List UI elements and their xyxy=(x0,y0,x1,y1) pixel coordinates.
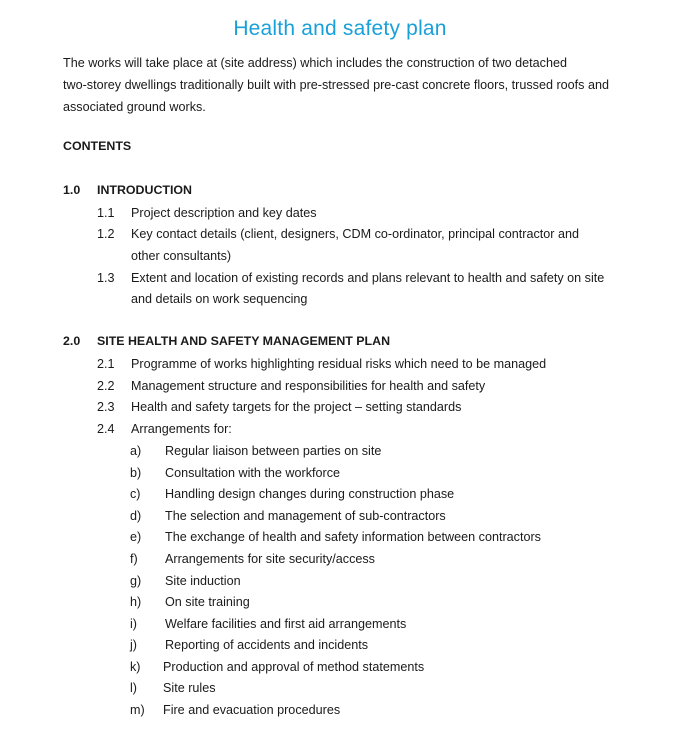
list-item-text: Site rules xyxy=(163,681,216,695)
list-item-letter: m) xyxy=(130,703,145,717)
list-item-text: Reporting of accidents and incidents xyxy=(165,638,369,652)
list-item-text: Handling design changes during construction phase xyxy=(165,487,455,501)
list-item-text: Fire and evacuation procedures xyxy=(163,703,341,717)
intro-paragraph xyxy=(63,52,643,118)
list-item-text: On site training xyxy=(165,595,250,609)
list-item-letter: l) xyxy=(130,681,137,695)
list-item-letter: a) xyxy=(130,444,142,458)
subsection-number: 2.2 xyxy=(97,379,115,393)
section-title: SITE HEALTH AND SAFETY MANAGEMENT PLAN xyxy=(97,334,391,348)
list-item-text: Consultation with the workforce xyxy=(165,466,340,480)
subsection-number: 2.1 xyxy=(97,357,115,371)
list-item-letter: j) xyxy=(130,638,137,652)
subsection-text: Programme of works highlighting residual risks which need to be managed xyxy=(131,357,547,371)
list-item-text: The exchange of health and safety information between contractors xyxy=(165,530,541,544)
subsection-text: other consultants) xyxy=(131,249,232,263)
subsection-text: Extent and location of existing records and plans relevant to health and safety on site xyxy=(131,271,605,285)
intro-line: associated ground works. xyxy=(63,100,206,114)
contents-heading: CONTENTS xyxy=(63,139,132,153)
section-number: 2.0 xyxy=(63,334,81,348)
subsection-text: Key contact details (client, designers, CDM co-ordinator, principal contractor and xyxy=(131,227,579,241)
list-item-letter: f) xyxy=(130,552,138,566)
document-title: Health and safety plan xyxy=(233,17,447,40)
subsection-number: 1.2 xyxy=(97,227,115,241)
list-item-letter: h) xyxy=(130,595,142,609)
list-item-text: Welfare facilities and first aid arrangements xyxy=(165,617,407,631)
list-item-letter: e) xyxy=(130,530,142,544)
list-item-letter: c) xyxy=(130,487,141,501)
subsection-text: Management structure and responsibilities for health and safety xyxy=(131,379,486,393)
intro-line: The works will take place at (site address) which includes the construction of two detached xyxy=(63,56,567,70)
subsection-number: 2.4 xyxy=(97,422,115,436)
subsection-number: 1.3 xyxy=(97,271,115,285)
subsection-number: 1.1 xyxy=(97,206,115,220)
list-item-text: Production and approval of method statements xyxy=(163,660,425,674)
subsection-text: and details on work sequencing xyxy=(131,292,308,306)
subsection-text: Project description and key dates xyxy=(131,206,317,220)
list-item-text: Regular liaison between parties on site xyxy=(165,444,382,458)
section-title: INTRODUCTION xyxy=(97,183,192,197)
list-item-letter: i) xyxy=(130,617,137,631)
list-item-letter: g) xyxy=(130,574,142,588)
list-item-text: Arrangements for site security/access xyxy=(165,552,375,566)
list-item-text: Site induction xyxy=(165,574,241,588)
subsection-number: 2.3 xyxy=(97,400,115,414)
intro-line: two-storey dwellings traditionally built with pre-stressed pre-cast concrete floors, trussed roofs and xyxy=(63,78,609,92)
section-number: 1.0 xyxy=(63,183,81,197)
subsection-text: Arrangements for: xyxy=(131,422,232,436)
section-heading-site-health-safety xyxy=(63,334,390,348)
list-item-letter: b) xyxy=(130,466,142,480)
list-item-text: The selection and management of sub-contractors xyxy=(165,509,446,523)
list-item-letter: d) xyxy=(130,509,142,523)
list-item-letter: k) xyxy=(130,660,141,674)
section-heading-introduction xyxy=(63,183,192,197)
subsection-text: Health and safety targets for the project – setting standards xyxy=(131,400,462,414)
